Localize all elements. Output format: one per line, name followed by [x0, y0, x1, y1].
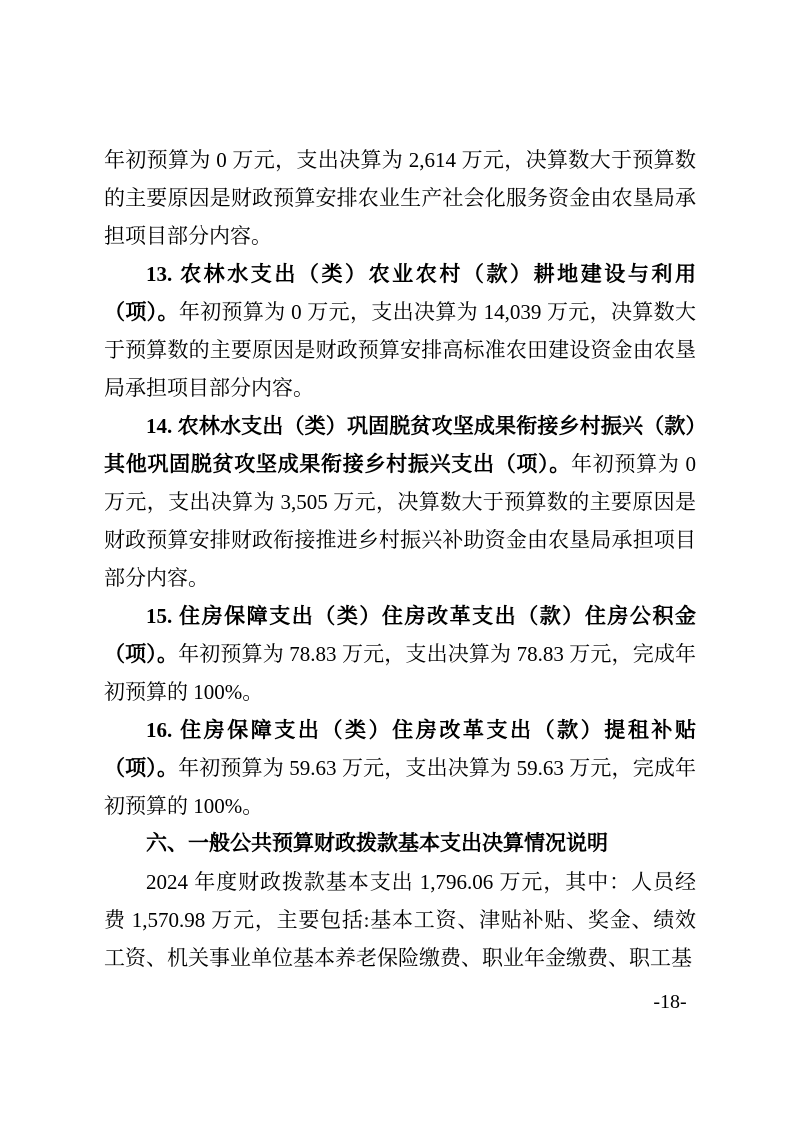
page-body-text	[104, 141, 696, 977]
text-run: 年初预算为 0 万元，支出决算为 2,614 万元，决算数大于预算数的主要原因是财政预算安排农业生产社会化服务资金由农垦局承担项目部分内容。	[104, 148, 696, 248]
paragraph	[104, 141, 696, 255]
section-heading	[104, 825, 696, 863]
page-number: -18-	[653, 991, 687, 1013]
bold-text-run: 13. 农林水支出（类）农业农村（款）耕地建设与利用（项）。	[104, 262, 696, 324]
bold-text-run: 15. 住房保障支出（类）住房改革支出（款）住房公积金（项）。	[104, 604, 696, 666]
paragraph	[104, 711, 696, 825]
text-run: 2024 年度财政拨款基本支出 1,796.06 万元，其中：人员经费 1,570.98 万元，主要包括:基本工资、津贴补贴、奖金、绩效工资、机关事业单位基本养老保险缴费、职业年金缴费、职工基	[104, 870, 696, 970]
bold-text-run: 六、一般公共预算财政拨款基本支出决算情况说明	[146, 832, 608, 855]
paragraph	[104, 255, 696, 407]
paragraph	[104, 597, 696, 711]
text-run: 年初预算为 59.63 万元，支出决算为 59.63 万元，完成年初预算的 100%。	[104, 756, 697, 818]
bold-text-run: 16. 住房保障支出（类）住房改革支出（款）提租补贴（项）。	[104, 718, 696, 780]
text-run: 年初预算为 78.83 万元，支出决算为 78.83 万元，完成年初预算的 100%。	[104, 642, 697, 704]
paragraph	[104, 863, 696, 977]
bold-text-run: 14. 农林水支出（类）巩固脱贫攻坚成果衔接乡村振兴（款）其他巩固脱贫攻坚成果衔接乡村振兴支出（项）。	[104, 414, 696, 476]
text-run: 年初预算为 0 万元，支出决算为 14,039 万元，决算数大于预算数的主要原因是财政预算安排高标准农田建设资金由农垦局承担项目部分内容。	[104, 300, 697, 400]
text-run: 年初预算为 0 万元，支出决算为 3,505 万元，决算数大于预算数的主要原因是财政预算安排财政衔接推进乡村振兴补助资金由农垦局承担项目部分内容。	[104, 452, 697, 590]
paragraph	[104, 407, 696, 597]
